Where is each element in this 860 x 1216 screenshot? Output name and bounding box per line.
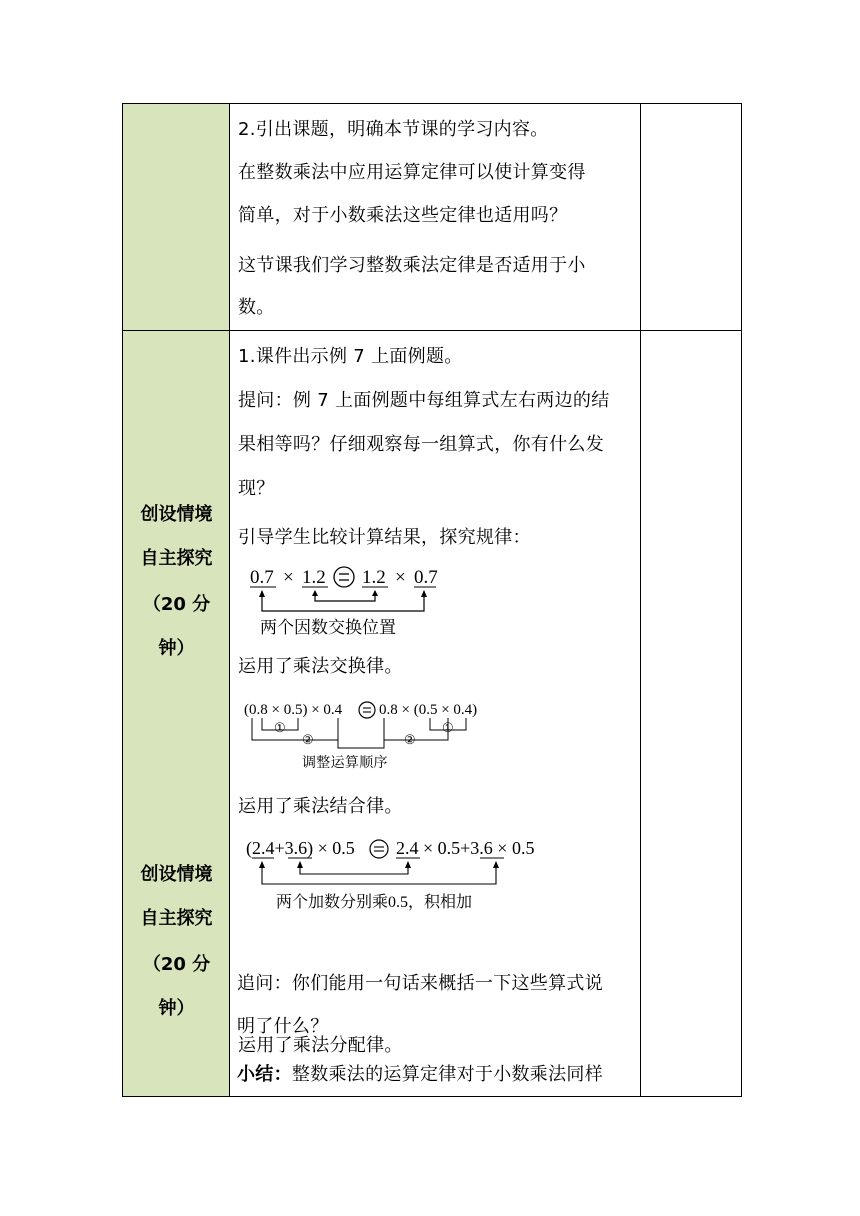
fig2-caption: 调整运算顺序 [302, 755, 388, 771]
row1-line-4: 这节课我们学习整数乘法定律是否适用于小 [238, 255, 586, 276]
equals-circle-icon-3 [370, 840, 388, 858]
row2-side-cell [123, 331, 230, 1096]
fig1-times: × [283, 567, 294, 588]
fig2-step-2-left: ② [302, 732, 314, 747]
stage-label-a-1: 创设情境 [140, 504, 213, 525]
fig1-times-2: × [395, 567, 406, 588]
distributive-law-line: 运用了乘法分配律。 [238, 1035, 403, 1056]
fig1-term-b2: 1.2 [362, 567, 386, 588]
summary-text: 整数乘法的运算定律对于小数乘法同样 [291, 1064, 604, 1085]
row2-note-cell [641, 331, 741, 1096]
equals-circle-icon-2 [359, 702, 375, 718]
stage-label-b-2: 自主探究 [140, 908, 213, 929]
commutative-figure [238, 563, 438, 643]
row1-line-1: 2.引出课题，明确本节课的学习内容。 [238, 119, 549, 140]
stage-label-b-1: 创设情境 [140, 864, 213, 885]
fig3-caption: 两个加数分别乘0.5，积相加 [276, 894, 473, 911]
fig3-lhs: (2.4+3.6) × 0.5 [246, 838, 355, 858]
fig1-term-a2: 0.7 [414, 567, 438, 588]
lesson-table [122, 103, 742, 1097]
row2-line-1: 1.课件出示例 7 上面例题。 [238, 346, 463, 367]
fig3-rhs: 2.4 × 0.5+3.6 × 0.5 [396, 838, 535, 858]
fig2-step-1-left: ① [274, 720, 286, 735]
row1-content-cell [230, 104, 641, 330]
stage-label-a-2: 自主探究 [140, 548, 213, 569]
row2-line-5: 引导学生比较计算结果，探究规律： [238, 527, 531, 548]
associative-figure [238, 696, 498, 756]
row1-side-cell [123, 104, 230, 330]
row1-line-2: 在整数乘法中应用运算定律可以使计算变得 [238, 162, 586, 183]
followup-line-2: 明了什么？ [237, 1016, 329, 1037]
stage-label-b-3: （20 分 [142, 954, 211, 975]
row1-note-cell [641, 104, 741, 330]
stage-label-a-3: （20 分 [142, 594, 211, 615]
fig1-caption: 两个因数交换位置 [260, 618, 396, 637]
fig2-lhs: (0.8 × 0.5) × 0.4 [244, 702, 343, 718]
fig1-term-b: 1.2 [302, 567, 326, 588]
equals-circle-icon [334, 567, 354, 587]
distributive-figure [238, 834, 568, 914]
associative-law-line: 运用了乘法结合律。 [238, 796, 403, 817]
stage-label-b-4: 钟） [158, 998, 195, 1019]
summary-line [237, 1063, 603, 1087]
stage-label-a-4: 钟） [158, 638, 195, 659]
row1-line-3: 简单，对于小数乘法这些定律也适用吗？ [238, 205, 568, 226]
row2-line-4: 现？ [238, 478, 275, 499]
fig2-step-1-right: ① [442, 720, 454, 735]
followup-line-1: 追问：你们能用一句话来概括一下这些算式说 [237, 973, 603, 994]
row1-line-5: 数。 [238, 297, 275, 318]
row2-line-2: 提问：例 7 上面例题中每组算式左右两边的结 [238, 390, 610, 411]
fig2-rhs: 0.8 × (0.5 × 0.4) [379, 702, 478, 718]
fig1-term-a: 0.7 [250, 567, 274, 588]
fig2-step-2-right: ② [404, 732, 416, 747]
summary-label: 小结： [237, 1064, 292, 1085]
row2-line-3: 果相等吗？仔细观察每一组算式，你有什么发 [238, 434, 604, 455]
commutative-law-line: 运用了乘法交换律。 [238, 656, 403, 677]
